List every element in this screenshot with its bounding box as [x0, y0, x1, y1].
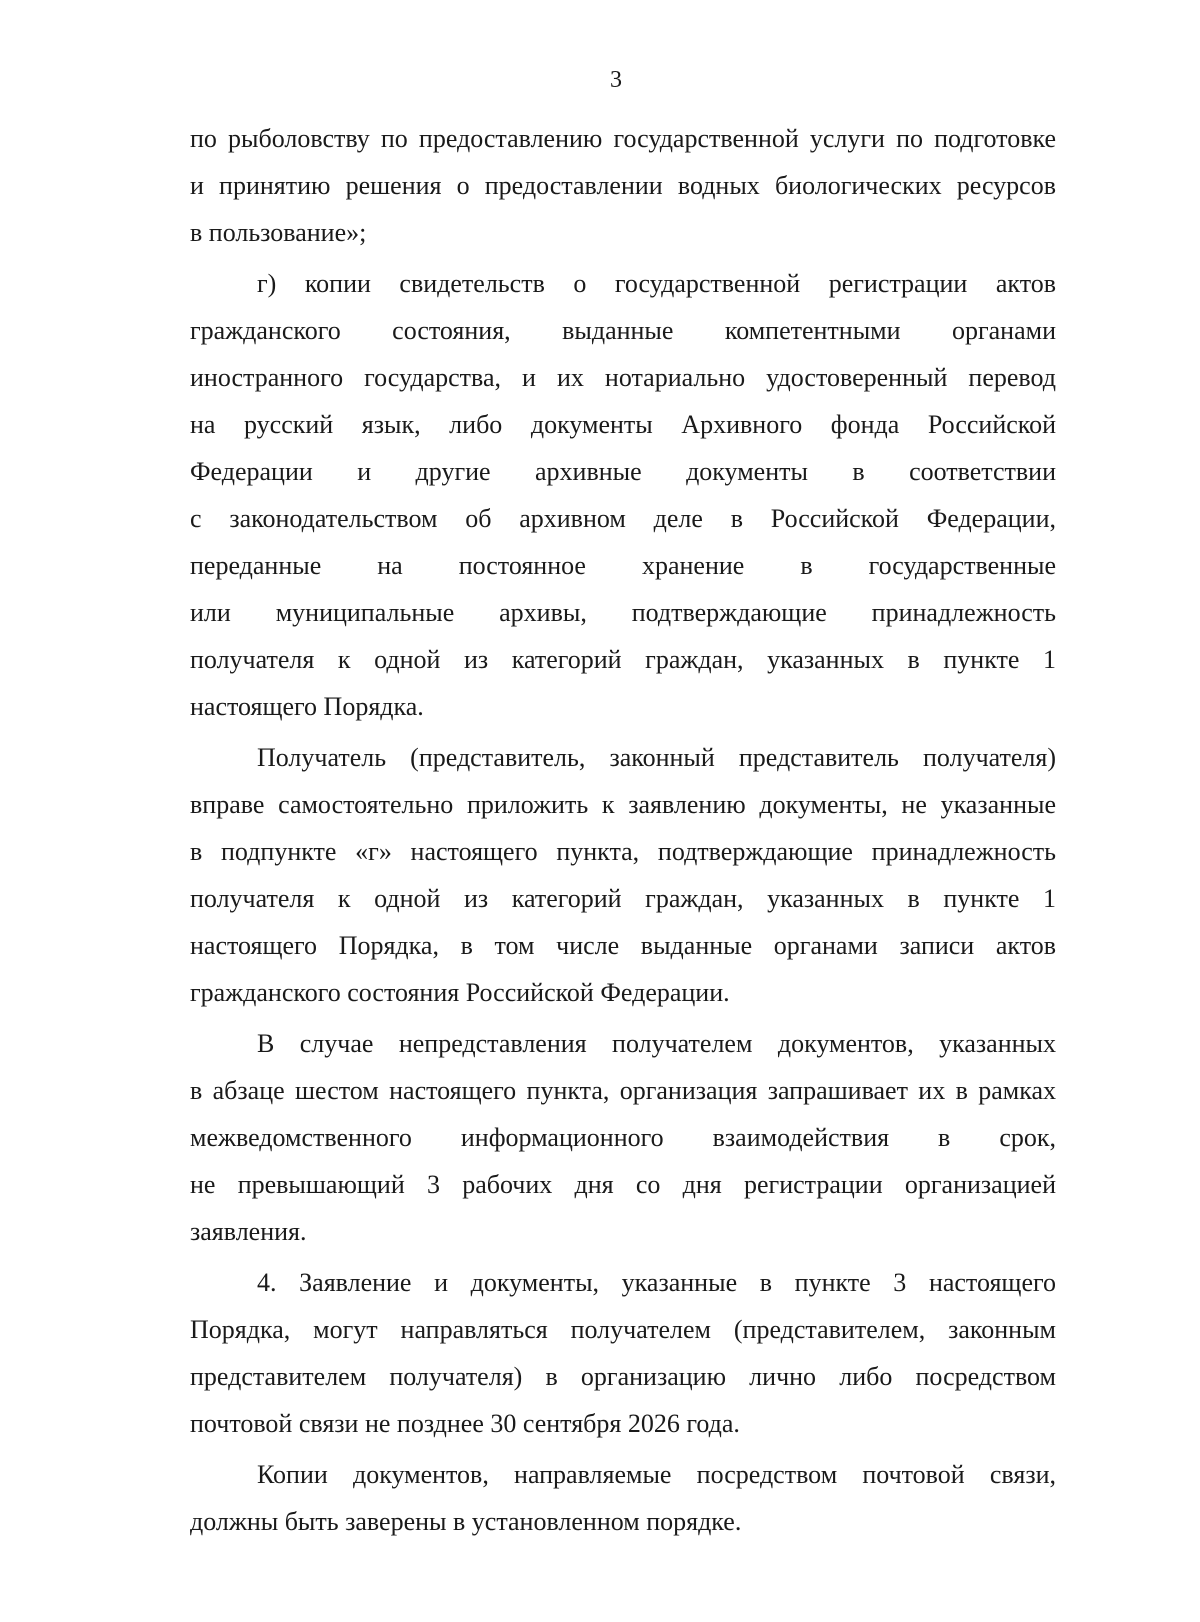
document-body	[190, 115, 1056, 1545]
text-line: гражданского состояния, выданные компетентными органами	[190, 316, 1056, 345]
text-line: межведомственного информационного взаимодействия в срок,	[190, 1123, 1056, 1152]
paragraph	[190, 734, 1056, 1016]
text-line: или муниципальные архивы, подтверждающие принадлежность	[190, 598, 1056, 627]
text-line: и принятию решения о предоставлении водных биологических ресурсов	[190, 171, 1056, 200]
text-line: иностранного государства, и их нотариально удостоверенный перевод	[190, 363, 1056, 392]
text-line: почтовой связи не позднее 30 сентября 2026 года.	[190, 1409, 740, 1438]
text-line: Копии документов, направляемые посредством почтовой связи,	[257, 1460, 1056, 1489]
text-line: получателя к одной из категорий граждан, указанных в пункте 1	[190, 884, 1056, 913]
text-line: г) копии свидетельств о государственной регистрации актов	[257, 269, 1056, 298]
text-line: В случае непредставления получателем документов, указанных	[257, 1029, 1056, 1058]
text-line: Порядка, могут направляться получателем (представителем, законным	[190, 1315, 1056, 1344]
paragraph	[190, 1451, 1056, 1545]
text-line: не превышающий 3 рабочих дня со дня регистрации организацией	[190, 1170, 1056, 1199]
text-line: на русский язык, либо документы Архивного фонда Российской	[190, 410, 1056, 439]
paragraph	[190, 1259, 1056, 1447]
page-number: 3	[610, 67, 622, 93]
text-line: получателя к одной из категорий граждан, указанных в пункте 1	[190, 645, 1056, 674]
text-line: вправе самостоятельно приложить к заявлению документы, не указанные	[190, 790, 1056, 819]
text-line: 4. Заявление и документы, указанные в пункте 3 настоящего	[257, 1268, 1056, 1297]
text-line: настоящего Порядка.	[190, 692, 424, 721]
text-line: должны быть заверены в установленном порядке.	[190, 1507, 742, 1536]
text-line: в подпункте «г» настоящего пункта, подтверждающие принадлежность	[190, 837, 1056, 866]
text-line: переданные на постоянное хранение в государственные	[190, 551, 1056, 580]
text-line: с законодательством об архивном деле в Российской Федерации,	[190, 504, 1056, 533]
text-line: гражданского состояния Российской Федерации.	[190, 978, 730, 1007]
text-line: заявления.	[190, 1217, 307, 1246]
text-line: представителем получателя) в организацию лично либо посредством	[190, 1362, 1056, 1391]
text-line: по рыболовству по предоставлению государственной услуги по подготовке	[190, 124, 1056, 153]
paragraph	[190, 260, 1056, 730]
text-line: в пользование»;	[190, 218, 367, 247]
text-line: Получатель (представитель, законный представитель получателя)	[257, 743, 1056, 772]
paragraph	[190, 115, 1056, 256]
text-line: в абзаце шестом настоящего пункта, организация запрашивает их в рамках	[190, 1076, 1056, 1105]
text-line: настоящего Порядка, в том числе выданные органами записи актов	[190, 931, 1056, 960]
text-line: Федерации и другие архивные документы в соответствии	[190, 457, 1056, 486]
paragraph	[190, 1020, 1056, 1255]
